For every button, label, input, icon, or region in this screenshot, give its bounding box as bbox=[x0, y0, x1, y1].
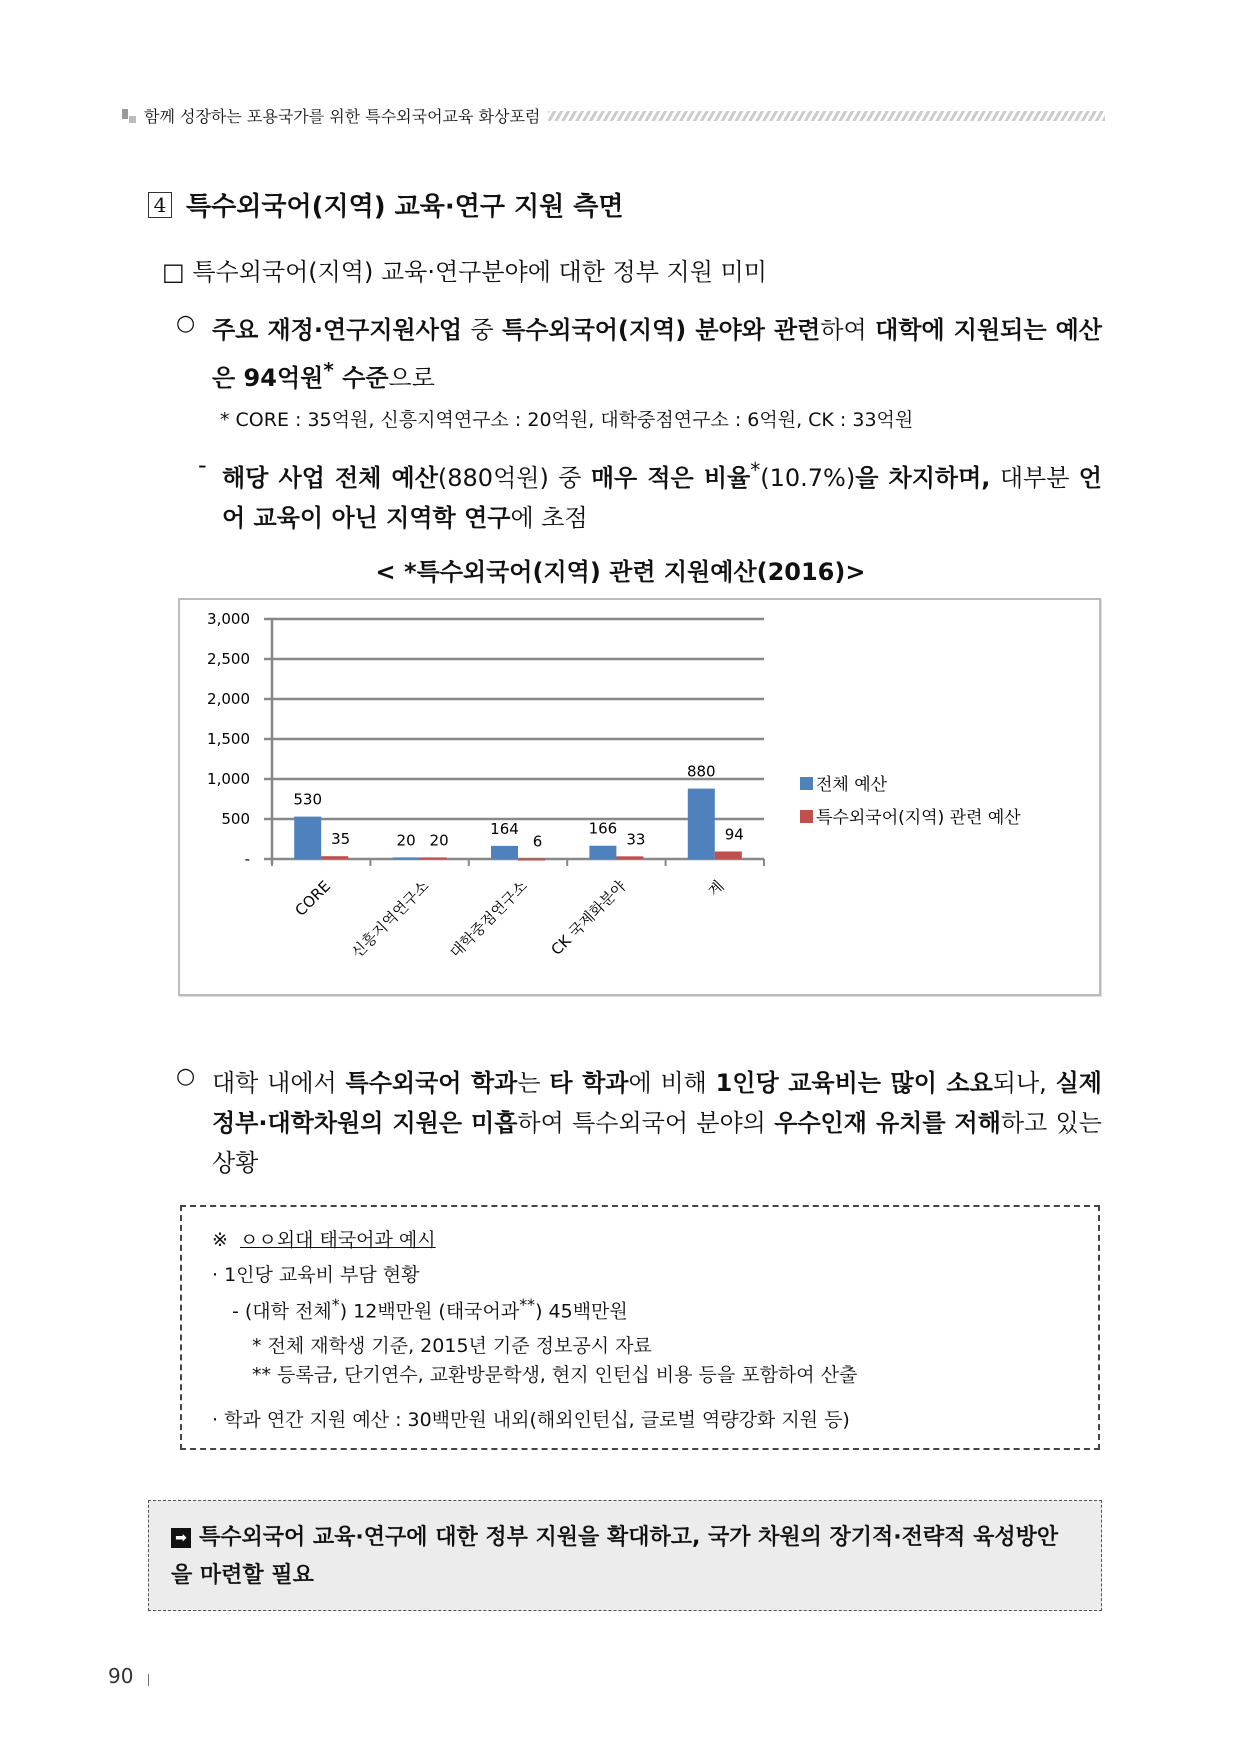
bar-related bbox=[420, 857, 447, 859]
bar-related bbox=[715, 851, 742, 859]
section-heading bbox=[148, 186, 624, 223]
text-segment: 중 bbox=[462, 316, 503, 344]
text-segment: 해당 사업 전체 예산 bbox=[222, 464, 438, 492]
y-tick-label: 500 bbox=[221, 810, 250, 828]
text-segment: 을 차지하며, bbox=[855, 464, 991, 492]
x-tick-label: CORE bbox=[291, 877, 335, 920]
text-segment: 대부분 bbox=[990, 464, 1079, 492]
page-number: 90 bbox=[108, 1664, 134, 1688]
y-tick-label: 1,500 bbox=[207, 730, 250, 748]
text-segment: 특수외국어(지역) 분야와 관련 bbox=[502, 316, 821, 344]
text-segment: 하여 특수외국어 분야의 bbox=[517, 1109, 775, 1137]
bar-total bbox=[393, 857, 420, 859]
footnote-1: * CORE : 35억원, 신흥지역연구소 : 20억원, 대학중점연구소 : 6억원, CK : 33억원 bbox=[220, 409, 914, 431]
y-tick-label: - bbox=[244, 850, 250, 868]
paragraph-3 bbox=[212, 1063, 1102, 1183]
text-segment: 대학 내에서 bbox=[212, 1069, 346, 1097]
text-segment: 에 비해 bbox=[628, 1069, 716, 1097]
text-segment: * bbox=[323, 358, 334, 382]
header-title: 함께 성장하는 포용국가를 위한 특수외국어교육 화상포럼 bbox=[144, 107, 541, 126]
bar-total bbox=[294, 817, 321, 859]
bar-total bbox=[589, 846, 616, 859]
para1-bullet: ○ bbox=[176, 311, 196, 336]
data-label: 33 bbox=[626, 830, 646, 849]
data-label: 35 bbox=[331, 830, 351, 849]
legend-label: 특수외국어(지역) 관련 예산 bbox=[816, 808, 1021, 828]
bar-total bbox=[491, 846, 518, 859]
para3-bullet: ○ bbox=[176, 1064, 196, 1089]
note-mark: ※ bbox=[212, 1229, 228, 1251]
page-divider bbox=[148, 1674, 149, 1686]
chart-svg bbox=[180, 600, 1099, 994]
data-label: 20 bbox=[429, 831, 449, 850]
legend-label: 전체 예산 bbox=[816, 775, 888, 795]
data-label: 530 bbox=[293, 790, 323, 809]
text-segment: 는 bbox=[517, 1069, 550, 1097]
text-segment: 대학에 지원되는 예산은 94억원 bbox=[212, 316, 1102, 392]
y-tick-label: 3,000 bbox=[207, 610, 250, 628]
conclusion-text: 특수외국어 교육·연구에 대한 정부 지원을 확대하고, 국가 차원의 장기적·전략적 육성방안을 마련할 필요 bbox=[171, 1525, 1059, 1588]
bar-related bbox=[518, 859, 545, 861]
note-line-1: · 1인당 교육비 부담 현황 bbox=[212, 1264, 420, 1286]
example-title bbox=[212, 1225, 1068, 1252]
x-tick-label: 신흥지역연구소 bbox=[347, 877, 433, 962]
x-tick-label: 계 bbox=[704, 877, 728, 901]
running-header bbox=[122, 104, 1105, 127]
t: ) 12백만원 (태국어과 bbox=[339, 1300, 520, 1323]
note-line-3: * 전체 재학생 기준, 2015년 기준 정보공시 자료 bbox=[252, 1335, 652, 1358]
text-segment: 매우 적은 비율 bbox=[590, 464, 751, 492]
subheading-bullet: □ bbox=[162, 258, 185, 286]
text-segment: 하고 있는 상황 bbox=[212, 1109, 1102, 1177]
data-label: 6 bbox=[532, 832, 543, 851]
header-square-icon bbox=[122, 109, 136, 123]
bar-total bbox=[688, 789, 715, 859]
data-label: 164 bbox=[490, 819, 519, 838]
data-label: 880 bbox=[686, 762, 716, 781]
text-segment: 실제 정부·대학차원의 지원은 미흡 bbox=[212, 1069, 1102, 1137]
note-line-4: ** 등록금, 단기연수, 교환방문학생, 현지 인턴십 비용 등을 포함하여 산출 bbox=[252, 1364, 858, 1387]
header-stripe bbox=[548, 111, 1105, 121]
arrow-icon: ➡ bbox=[171, 1528, 191, 1548]
t: ** bbox=[519, 1295, 536, 1314]
legend-swatch bbox=[800, 810, 813, 823]
text-segment: 언어 교육이 아닌 지역학 연구 bbox=[222, 464, 1102, 532]
t: * bbox=[331, 1295, 340, 1314]
text-segment: * bbox=[750, 458, 761, 482]
text-segment: (880억원) 중 bbox=[437, 464, 591, 492]
bar-chart bbox=[178, 598, 1101, 996]
t: - (대학 전체 bbox=[232, 1300, 332, 1323]
section-title: 특수외국어(지역) 교육·연구 지원 측면 bbox=[186, 192, 624, 222]
para2-bullet: - bbox=[198, 451, 207, 479]
text-segment: 되나, bbox=[992, 1069, 1056, 1097]
data-label: 94 bbox=[724, 825, 744, 844]
subheading bbox=[162, 252, 767, 287]
text-segment: (10.7%) bbox=[760, 464, 856, 492]
bar-related bbox=[321, 856, 348, 859]
text-segment: 1인당 교육비는 많이 소요 bbox=[715, 1069, 993, 1097]
example-box bbox=[180, 1205, 1100, 1450]
chart-title: < *특수외국어(지역) 관련 지원예산(2016)> bbox=[375, 558, 866, 586]
x-tick-label: CK 국제화분야 bbox=[547, 877, 630, 959]
y-tick-label: 2,500 bbox=[207, 650, 250, 668]
text-segment: 수준 bbox=[333, 364, 389, 392]
text-segment: 주요 재정·연구지원사업 bbox=[212, 316, 463, 344]
text-segment: 타 학과 bbox=[549, 1069, 629, 1097]
data-label: 166 bbox=[588, 819, 618, 838]
conclusion-box bbox=[148, 1500, 1102, 1611]
data-label: 20 bbox=[396, 831, 416, 850]
section-number: 4 bbox=[148, 192, 172, 218]
text-segment: 에 초점 bbox=[510, 504, 588, 532]
bar-related bbox=[616, 856, 643, 859]
t: ) 45백만원 bbox=[535, 1300, 628, 1323]
note-line-2 bbox=[212, 1295, 1068, 1323]
text-segment: 특수외국어 학과 bbox=[345, 1069, 518, 1097]
text-segment: 우수인재 유치를 저해 bbox=[774, 1109, 1001, 1137]
subheading-text: 특수외국어(지역) 교육·연구분야에 대한 정부 지원 미미 bbox=[192, 258, 767, 286]
y-tick-label: 1,000 bbox=[207, 770, 250, 788]
paragraph-2 bbox=[222, 450, 1102, 538]
legend-swatch bbox=[800, 777, 813, 790]
example-title-text: ㅇㅇ외대 태국어과 예시 bbox=[240, 1229, 436, 1251]
text-segment: 하여 bbox=[820, 316, 876, 344]
x-tick-label: 대학중점연구소 bbox=[446, 877, 531, 962]
text-segment: 으로 bbox=[388, 364, 435, 392]
note-line-5: · 학과 연간 지원 예산 : 30백만원 내외(해외인턴십, 글로벌 역량강화 지원 등) bbox=[212, 1409, 850, 1432]
y-tick-label: 2,000 bbox=[207, 690, 250, 708]
paragraph-1 bbox=[212, 310, 1102, 398]
